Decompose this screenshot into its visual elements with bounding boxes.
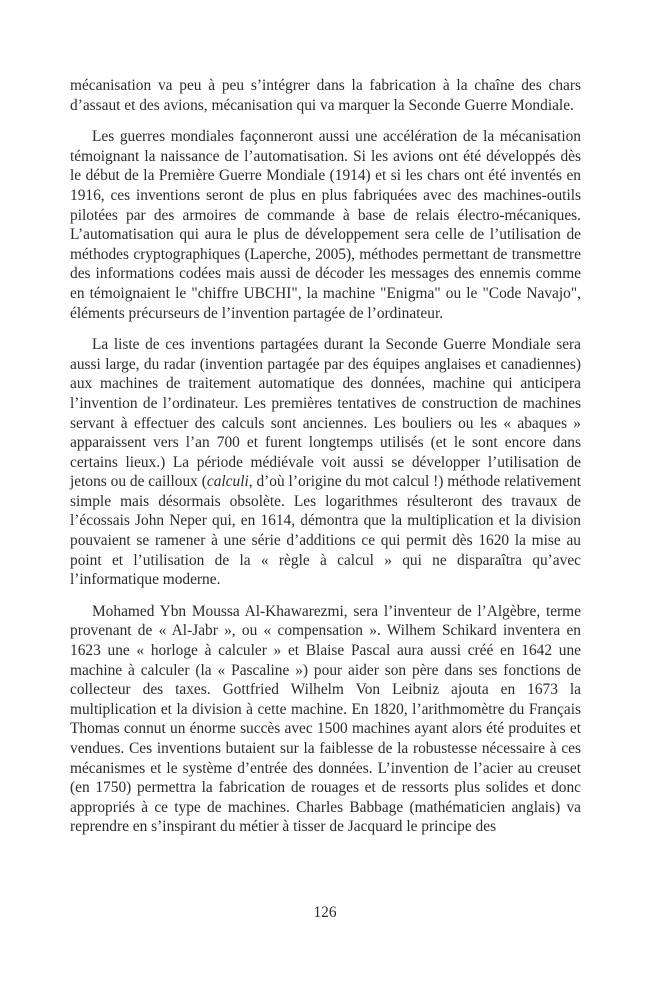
page-number: 126 [313,904,337,921]
body-text-column [70,76,581,837]
paragraph-4: Mohamed Ybn Moussa Al-Khawarezmi, sera l’inventeur de l’Algèbre, terme provenant de « Al-Jabr », ou « compensation ». Wilhem Schikard inventera en 1623 une « horloge à calculer » et Blaise Pascal aura aussi créé en 1642 une machine à calculer (la « Pascaline ») pour aider son père dans ses fonctions de collecteur des taxes. Gottfried Wilhelm Von Leibniz ajouta en 1673 la multiplication et la division à cette machine. En 1820, l’arithmomètre du Français Thomas connut un énorme succès avec 1500 machines ayant alors été produites et vendues. Ces inventions butaient sur la faiblesse de la robustesse nécessaire à ces mécanismes et le système d’entrée des données. L’invention de l’acier au creuset (en 1750) permettra la fabrication de rouages et de ressorts plus solides et donc appropriés à ce type de machines. Charles Babbage (mathématicien anglais) va reprendre en s’inspirant du métier à tisser de Jacquard le principe des [70,602,581,836]
paragraph-3 [70,335,581,590]
paragraph-2: Les guerres mondiales façonneront aussi une accélération de la mécanisation témoignant la naissance de l’automatisation. Si les avions ont été développés dès le début de la Première Guerre Mondiale (1914) et si les chars ont été inventés en 1916, ces inventions seront de plus en plus fabriquées avec des machines-outils pilotées par des armoires de commande à base de relais électro-mécaniques. L’automatisation qui aura le plus de développement sera celle de l’utilisation de méthodes cryptographiques (Laperche, 2005), méthodes permettant de transmettre des informations codées mais aussi de décoder les messages des ennemis comme en témoignaient le "chiffre UBCHI", la machine "Enigma" ou le "Code Navajo", éléments précurseurs de l’invention partagée de l’ordinateur. [70,128,581,322]
paragraph-3-segment-2: , d’où l’origine du mot calcul !) méthode relativement simple mais désormais obsolète. Les logarithmes résulteront des travaux de l’écossais John Neper qui, en 1614, démontra que la multiplication et la division pouvaient se ramener à une série d’additions ce qui permit dès 1620 la mise au point et l’utilisation de la « règle à calcul » qui ne disparaîtra qu’avec l’informatique moderne. [70,473,581,589]
paragraph-3-segment-1: La liste de ces inventions partagées durant la Seconde Guerre Mondiale sera aussi large, du radar (invention partagée par des équipes anglaises et canadiennes) aux machines de traitement automatique des données, machine qui anticipera l’invention de l’ordinateur. Les premières tentatives de construction de machines servant à effectuer des calculs sont anciennes. Les bouliers ou les « abaques » apparaissent vers l’an 700 et furent longtemps utilisés (et le sont encore dans certains lieux.) La période médiévale voit aussi se développer l’utilisation de jetons ou de cailloux ( [70,336,581,491]
paragraph-3-italic-term: calculi [206,473,249,491]
paragraph-1: mécanisation va peu à peu s’intégrer dans la fabrication à la chaîne des chars d’assaut et des avions, mécanisation qui va marquer la Seconde Guerre Mondiale. [70,77,581,114]
